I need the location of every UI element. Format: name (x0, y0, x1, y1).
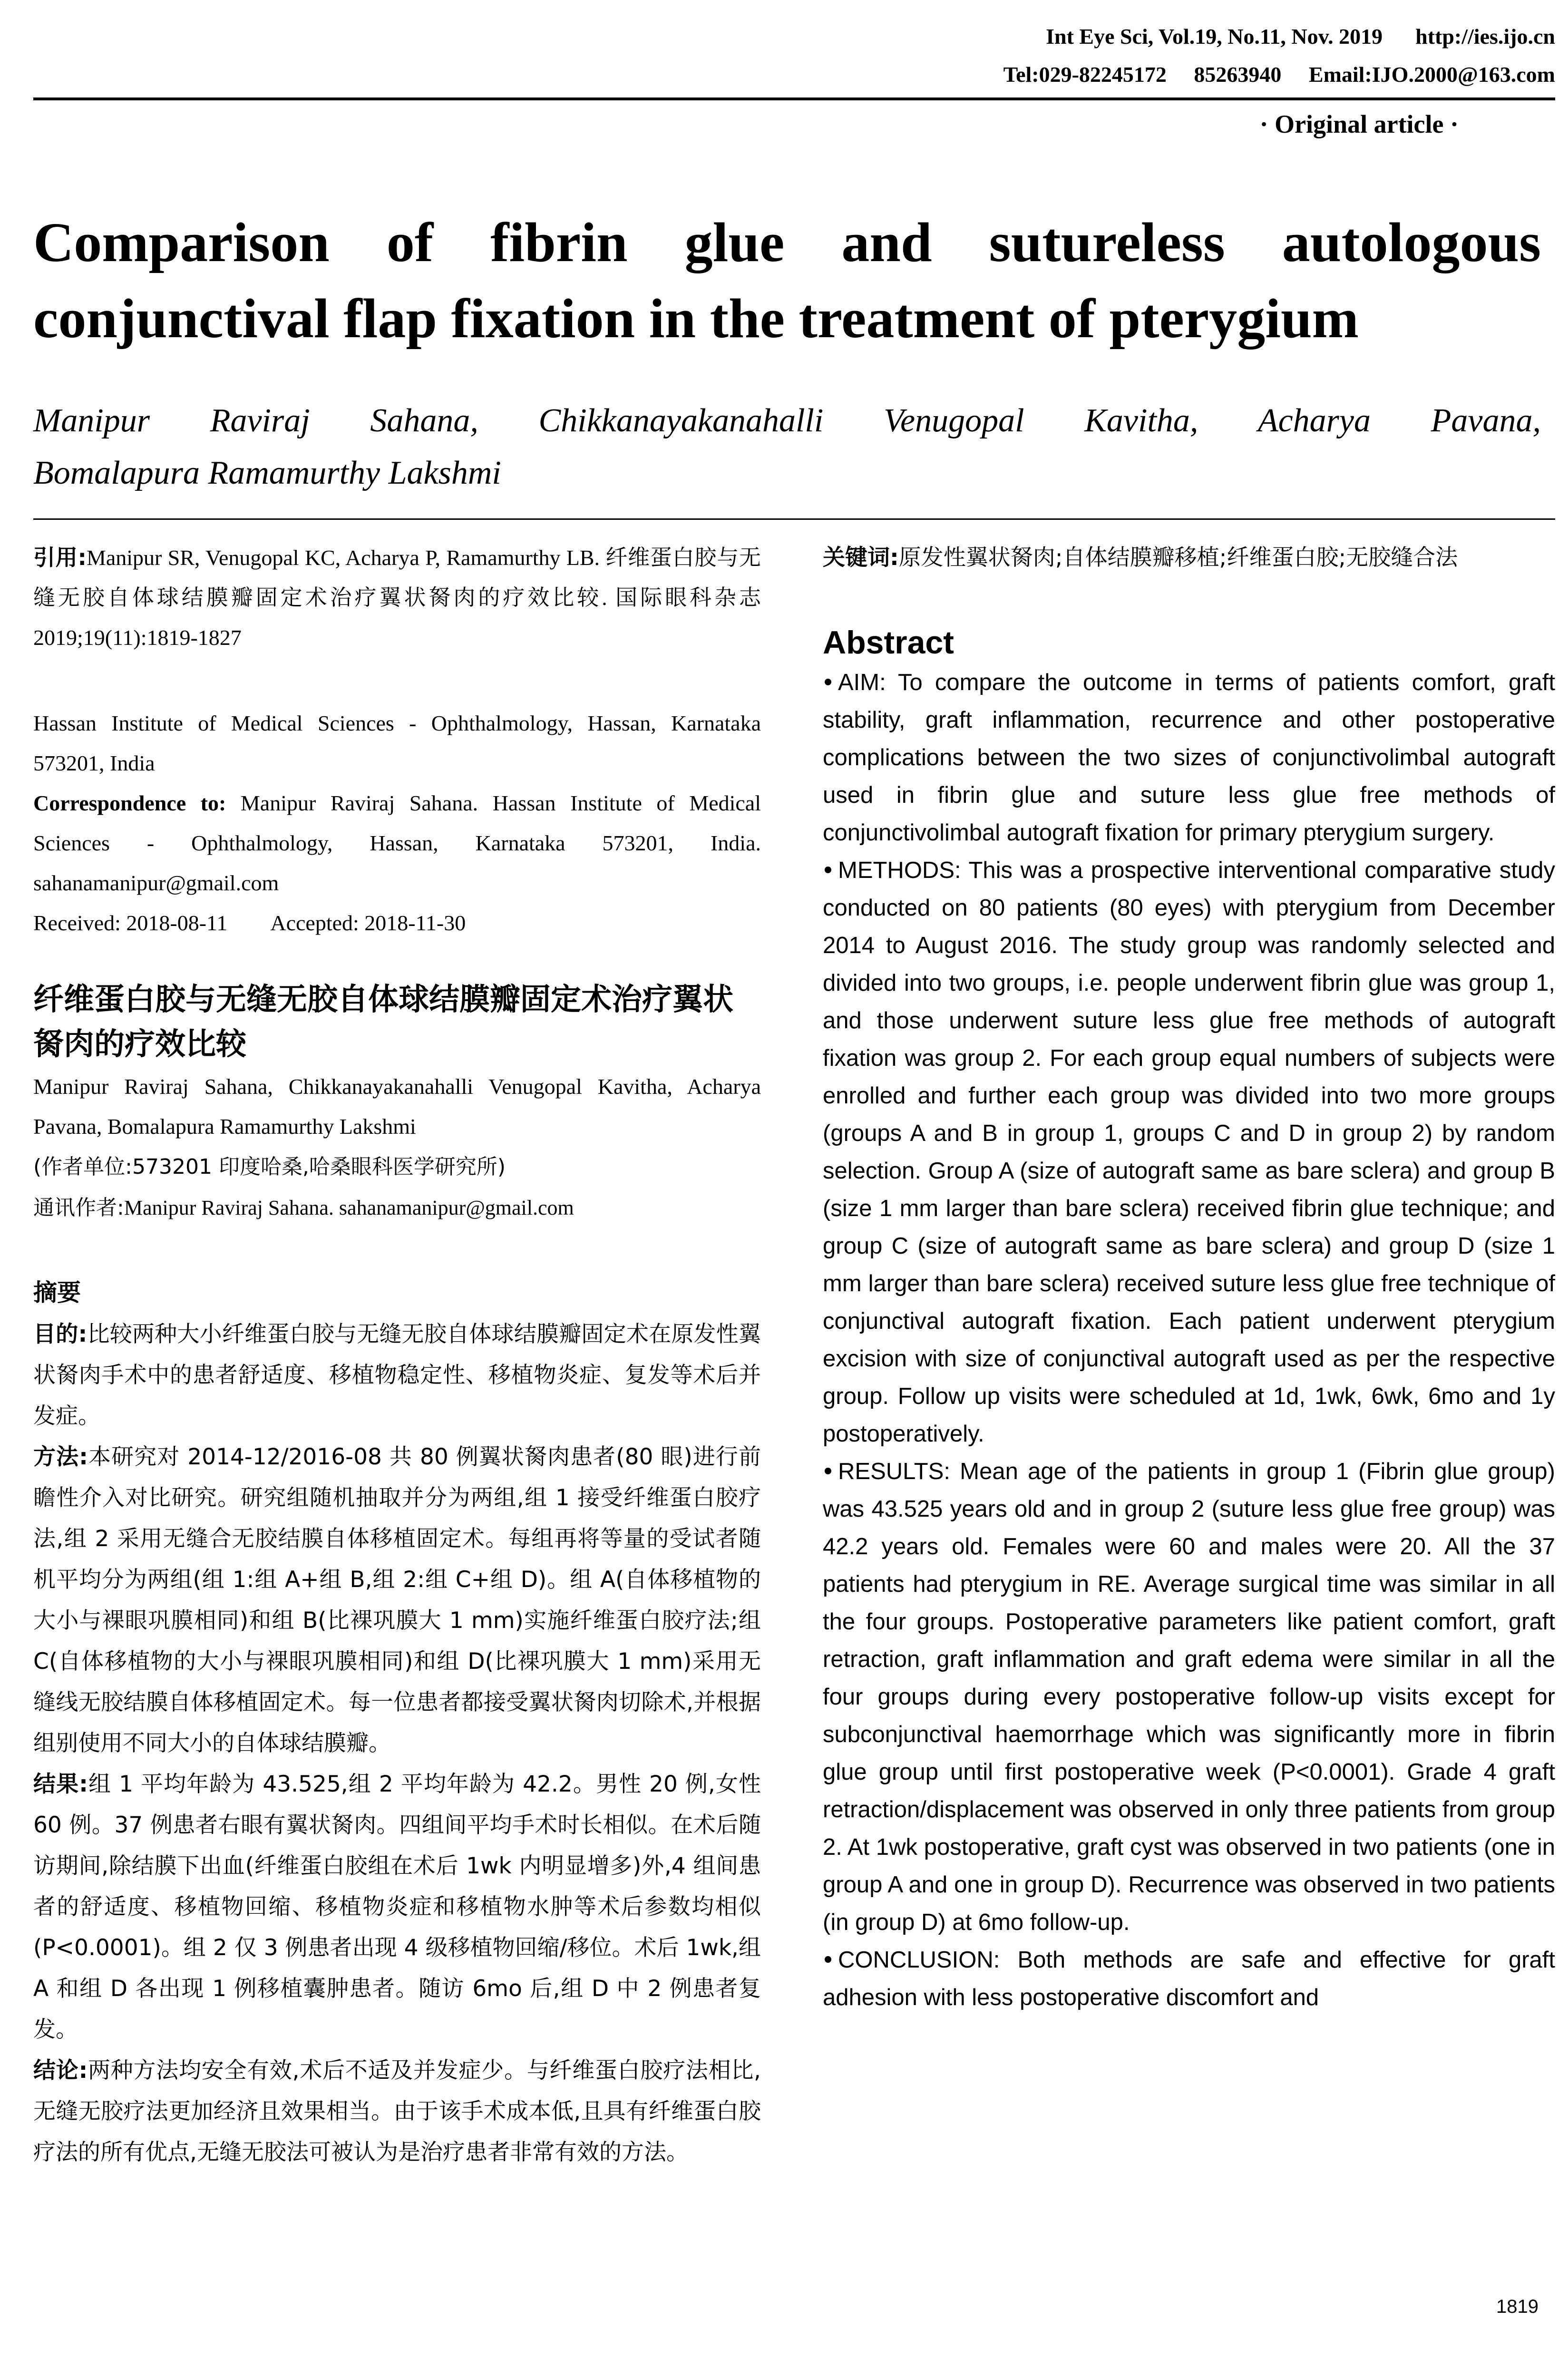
objective-label: 目的: (33, 1321, 88, 1347)
abstract-aim (823, 664, 1555, 852)
abstract-methods (823, 852, 1555, 1453)
chinese-correspondence (33, 1188, 761, 1228)
bullet-icon (825, 1468, 831, 1474)
aim-label: AIM: (838, 670, 886, 695)
title-line-1: Comparison of fibrin glue and sutureless autologous (33, 211, 1541, 273)
chinese-abstract-methods (33, 1437, 761, 1764)
aim-text: To compare the outcome in terms of patients comfort, graft stability, graft inflammation, recurrence and other postoperative complications between the two sizes of conjunctivolimbal autograft used in fibrin glue and suture less glue free methods of conjunctivolimbal autograft fixation for primary pterygium surgery. (823, 670, 1555, 846)
chinese-abstract-objective (33, 1314, 761, 1437)
chinese-abstract-results (33, 1764, 761, 2050)
chinese-abstract-heading: 摘要 (33, 1279, 81, 1306)
page-number: 1819 (1496, 2296, 1539, 2317)
dates (33, 903, 761, 943)
right-column (823, 537, 1555, 2017)
bullet-icon (825, 679, 831, 685)
citation (33, 537, 761, 658)
article-title (33, 205, 1541, 357)
article-type-label: · Original article · (1259, 110, 1459, 138)
authors-line-2: Bomalapura Ramamurthy Lakshmi (33, 455, 501, 491)
keywords-text: 原发性翼状胬肉;自体结膜瓣移植;纤维蛋白胶;无胶缝合法 (898, 545, 1458, 571)
title-line-2: conjunctival flap fixation in the treatment of pterygium (33, 287, 1359, 350)
bullet-icon (825, 1956, 831, 1963)
conclusion-text: 两种方法均安全有效,术后不适及并发症少。与纤维蛋白胶疗法相比,无缝无胶疗法更加经济且效果相当。由于该手术成本低,且具有纤维蛋白胶疗法的所有优点,无缝无胶法可被认为是治疗患者非常有效的方法。 (33, 2057, 761, 2165)
results-text: 组 1 平均年龄为 43.525,组 2 平均年龄为 42.2。男性 20 例,女性 60 例。37 例患者右眼有翼状胬肉。四组间平均手术时长相似。在术后随访期间,除结膜下出血(纤维蛋白胶组在术后 1wk 内明显增多)外,4 组间患者的舒适度、移植物回缩、移植物炎症和移植物水肿等术后参数均相似(P<0.0001)。组 2 仅 3 例患者出现 4 级移植物回缩/移位。术后 1wk,组 A 和组 D 各出现 1 例移植囊肿患者。随访 6mo 后,组 D 中 2 例患者复发。 (33, 1771, 761, 2043)
author-unit: (作者单位:573201 印度哈桑,哈桑眼科医学研究所) (33, 1155, 506, 1179)
chinese-abstract-conclusion (33, 2050, 761, 2173)
abstract-results (823, 1453, 1555, 1941)
keywords (823, 537, 1555, 578)
abstract-results-text: Mean age of the patients in group 1 (Fibrin glue group) was 43.525 years old and in group 2 (suture less glue free group) was 42.2 years old. Females were 60 and males were 20. All the 37 patients had pterygium in RE. Average surgical time was similar in all the four groups. Postoperative parameters like patient comfort, graft retraction, graft inflammation and graft edema were similar in all the four groups during every postoperative follow-up visits except for subconjunctival haemorrhage which was significantly more in fibrin glue group until first postoperative week (P<0.0001). Grade 4 graft retraction/displacement was observed in only three patients from group 2. At 1wk postoperative, graft cyst was observed in two patients (one in group A and one in group D). Recurrence was observed in two patients (in group D) at 6mo follow-up. (823, 1459, 1555, 1935)
abstract-methods-label: METHODS: (838, 857, 961, 883)
abstract-conclusion-label: CONCLUSION: (838, 1947, 1000, 1973)
left-column (33, 537, 761, 2173)
keywords-label: 关键词: (823, 545, 899, 571)
abstract-heading: Abstract (823, 624, 954, 661)
header-rule (33, 97, 1555, 100)
conclusion-label: 结论: (33, 2057, 88, 2084)
correspondence-text: Manipur Raviraj Sahana. Hassan Institute of Medical Sciences - Ophthalmology, Hassan, Karnataka 573201, India. sahanamanipur@gmail.com (33, 791, 761, 895)
citation-label: 引用: (33, 545, 87, 570)
author-list (33, 395, 1541, 499)
chinese-correspondence-text: Manipur Raviraj Sahana. sahanamanipur@gmail.com (124, 1196, 574, 1219)
journal-info: Int Eye Sci, Vol.19, No.11, Nov. 2019 http://ies.ijo.cn (1046, 24, 1555, 49)
correspondence-label: Correspondence to: (33, 791, 226, 815)
results-label: 结果: (33, 1771, 88, 1797)
methods-text: 本研究对 2014-12/2016-08 共 80 例翼状胬肉患者(80 眼)进行前瞻性介入对比研究。研究组随机抽取并分为两组,组 1 接受纤维蛋白胶疗法,组 2 采用无缝合无胶结膜自体移植固定术。每组再将等量的受试者随机平均分为两组(组 1:组 A+组 B,组 2:组 C+组 D)。组 A(自体移植物的大小与裸眼巩膜相同)和组 B(比裸巩膜大 1 mm)实施纤维蛋白胶疗法;组 C(自体移植物的大小与裸眼巩膜相同)和组 D(比裸巩膜大 1 mm)采用无缝线无胶结膜自体移植固定术。每一位患者都接受翼状胬肉切除术,并根据组别使用不同大小的自体球结膜瓣。 (33, 1444, 761, 1756)
chinese-correspondence-label: 通讯作者: (33, 1196, 124, 1220)
abstract-methods-text: This was a prospective interventional comparative study conducted on 80 patients (80 eyes) with pterygium from December 2014 to August 2016. The study group was randomly selected and divided into two groups, i.e. people underwent fibrin glue was group 1, and those underwent suture less glue free methods of autograft fixation was group 2. For each group equal numbers of subjects were enrolled and further each group was divided into two more groups (groups A and B in group 1, groups C and D in group 2) by random selection. Group A (size of autograft same as bare sclera) and group B (size 1 mm larger than bare sclera) received fibrin glue technique; and group C (size of autograft same as bare sclera) and group D (size 1 mm larger than bare sclera) received suture less glue free technique of conjunctival autograft fixation. Each patient underwent pterygium excision with size of conjunctival autograft used as per the respective group. Follow up visits were scheduled at 1d, 1wk, 6wk, 6mo and 1y postoperatively. (823, 857, 1555, 1447)
methods-label: 方法: (33, 1444, 88, 1470)
abstract-conclusion (823, 1941, 1555, 2017)
citation-text: Manipur SR, Venugopal KC, Acharya P, Ramamurthy LB. 纤维蛋白胶与无缝无胶自体球结膜瓣固定术治疗翼状胬肉的疗效比较. 国际眼科杂志 2019;19(11):1819-1827 (33, 546, 761, 650)
journal-contact: Tel:029-82245172 85263940 Email:IJO.2000@163.com (1003, 62, 1555, 87)
affiliation: Hassan Institute of Medical Sciences - Ophthalmology, Hassan, Karnataka 573201, India (33, 711, 761, 775)
accepted-date: Accepted: 2018-11-30 (270, 911, 466, 935)
received-date: Received: 2018-08-11 (33, 911, 228, 935)
authors-rule (33, 518, 1555, 520)
objective-text: 比较两种大小纤维蛋白胶与无缝无胶自体球结膜瓣固定术在原发性翼状胬肉手术中的患者舒适度、移植物稳定性、移植物炎症、复发等术后并发症。 (33, 1321, 761, 1429)
bullet-icon (825, 867, 831, 873)
correspondence (33, 783, 761, 903)
chinese-section-authors: Manipur Raviraj Sahana, Chikkanayakanahalli Venugopal Kavitha, Acharya Pavana, Bomalapura Ramamurthy Lakshmi (33, 1074, 761, 1139)
authors-line-1: Manipur Raviraj Sahana, Chikkanayakanahalli Venugopal Kavitha, Acharya Pavana, (33, 402, 1541, 439)
abstract-results-label: RESULTS: (838, 1459, 950, 1484)
abstract-conclusion-text: Both methods are safe and effective for graft adhesion with less postoperative discomfort and (823, 1947, 1555, 2010)
chinese-title: 纤维蛋白胶与无缝无胶自体球结膜瓣固定术治疗翼状胬肉的疗效比较 (33, 982, 733, 1062)
